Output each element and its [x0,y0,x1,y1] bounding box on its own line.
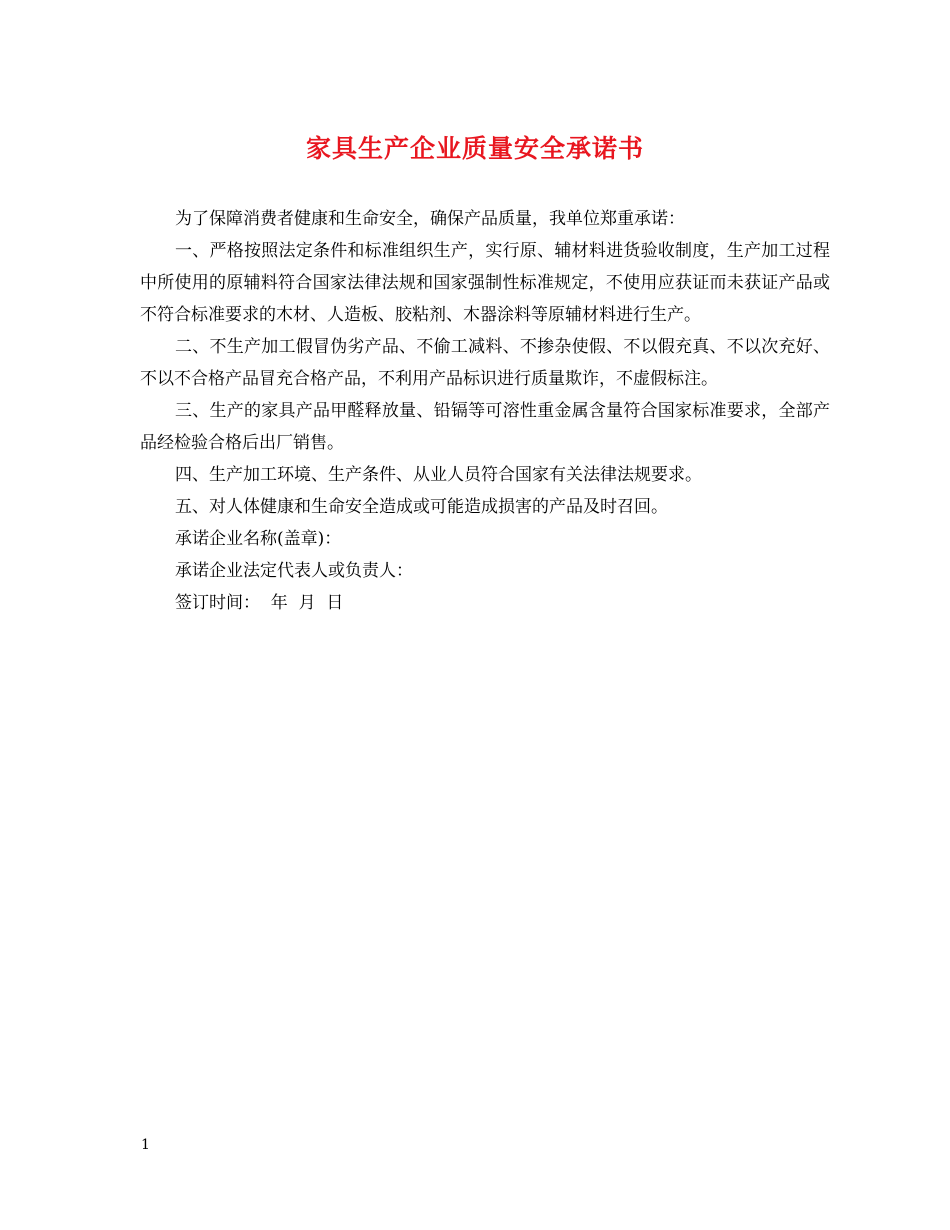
commitment-item-3: 三、生产的家具产品甲醛释放量、铅镉等可溶性重金属含量符合国家标准要求，全部产品经检验合格后出厂销售。 [140,401,830,453]
intro-paragraph: 为了保障消费者健康和生命安全，确保产品质量，我单位郑重承诺： [175,209,685,229]
legal-representative-line: 承诺企业法定代表人或负责人： [175,561,413,581]
document-body [140,203,830,619]
signing-date-line: 签订时间： 年 月 日 [175,593,344,613]
page-number: 1 [141,1137,150,1153]
company-name-line: 承诺企业名称(盖章)： [175,529,342,549]
commitment-item-4: 四、生产加工环境、生产条件、从业人员符合国家有关法律法规要求。 [175,465,702,485]
commitment-item-5: 五、对人体健康和生命安全造成或可能造成损害的产品及时召回。 [175,497,668,517]
document-title: 家具生产企业质量安全承诺书 [305,134,644,163]
commitment-item-1: 一、严格按照法定条件和标准组织生产，实行原、辅材料进货验收制度，生产加工过程中所使用的原辅料符合国家法律法规和国家强制性标准规定，不使用应获证而未获证产品或不符合标准要求的木材、人造板、胶粘剂、木器涂料等原辅材料进行生产。 [140,241,830,325]
commitment-item-2: 二、不生产加工假冒伪劣产品、不偷工减料、不掺杂使假、不以假充真、不以次充好、不以不合格产品冒充合格产品，不利用产品标识进行质量欺诈，不虚假标注。 [140,337,830,389]
